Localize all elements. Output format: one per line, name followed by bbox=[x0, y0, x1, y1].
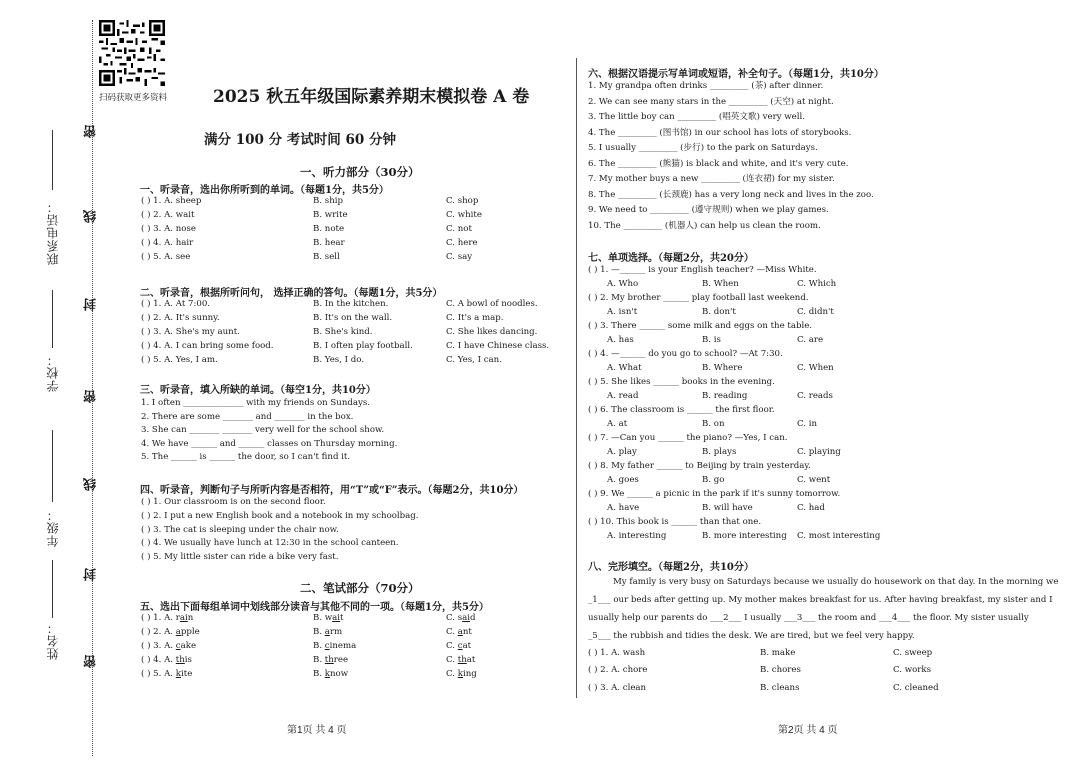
word-part: ( ) 5. A. bbox=[141, 669, 176, 679]
choice-option[interactable]: A. has bbox=[607, 335, 634, 345]
question-stem[interactable]: ( ) 4. —______ do you go to school? —At 7:30. bbox=[588, 349, 783, 359]
word-part: C. s bbox=[446, 613, 463, 623]
question-option-a[interactable] bbox=[141, 655, 192, 666]
word-part: n bbox=[187, 613, 194, 623]
word-part: t bbox=[340, 613, 344, 623]
question-option-a[interactable]: ( ) 2. A. wait bbox=[141, 210, 195, 220]
question-line[interactable]: ( ) 5. My little sister can ride a bike very fast. bbox=[141, 552, 339, 563]
seal-char: 密 bbox=[84, 390, 99, 403]
option-c[interactable] bbox=[446, 641, 471, 652]
page-subtitle: 满分 100 分 考试时间 60 分钟 bbox=[204, 132, 396, 148]
word-part: rm bbox=[329, 627, 343, 637]
option-c[interactable]: C. here bbox=[446, 238, 478, 248]
section-heading: 一、听录音，选出你所听到的单词。（每题1分，共5分） bbox=[140, 185, 389, 196]
question-line[interactable]: 4. The _________ (图书馆) in our school has lots of storybooks. bbox=[588, 127, 852, 138]
page-number-2: 第2页 共 4 页 bbox=[778, 725, 838, 736]
choice-option[interactable]: C. playing bbox=[797, 447, 841, 457]
option-c[interactable]: C. sweep bbox=[893, 648, 933, 658]
seal-char: 线 bbox=[84, 210, 99, 223]
option-b[interactable]: B. She's kind. bbox=[313, 327, 373, 337]
option-c[interactable]: C. works bbox=[893, 665, 931, 676]
question-option-a[interactable] bbox=[141, 613, 193, 624]
question-line[interactable]: 5. The ______ is ______ the door, so I can't find it. bbox=[141, 452, 351, 463]
option-b[interactable]: B. write bbox=[313, 210, 348, 220]
question-stem[interactable]: ( ) 7. —Can you ______ the piano? —Yes, I can. bbox=[588, 433, 788, 443]
margin-line-name bbox=[52, 560, 53, 618]
option-b[interactable]: B. chores bbox=[760, 665, 801, 676]
part-heading-listening: 一、听力部分（30分） bbox=[300, 165, 420, 179]
option-b[interactable]: B. Yes, I do. bbox=[313, 355, 365, 365]
page-title: 2025 秋五年级国际素养期末模拟卷 A 卷 bbox=[213, 87, 530, 107]
seal-char: 线 bbox=[84, 478, 99, 491]
question-option-a[interactable]: ( ) 3. A. clean bbox=[588, 682, 647, 693]
underlined-letters: c bbox=[175, 641, 181, 651]
word-part: ree bbox=[333, 655, 349, 665]
passage-line: _5___ the rubbish and tidies the desk. We are tired, but we feel very happy. bbox=[588, 631, 915, 641]
section-heading: 七、单项选择。（每题2分，共20分） bbox=[588, 253, 754, 264]
choice-option[interactable]: A. interesting bbox=[607, 531, 667, 541]
underlined-letters: k bbox=[175, 669, 181, 679]
choice-option[interactable]: C. are bbox=[797, 335, 824, 345]
word-part: pple bbox=[180, 627, 200, 637]
option-c[interactable] bbox=[446, 613, 476, 624]
choice-option[interactable]: A. Who bbox=[607, 279, 639, 289]
underlined-letters: c bbox=[324, 641, 330, 651]
option-b[interactable] bbox=[313, 669, 348, 680]
question-option-a[interactable] bbox=[141, 669, 192, 680]
underlined-letters: a bbox=[175, 627, 181, 637]
option-b[interactable]: B. It's on the wall. bbox=[313, 313, 393, 323]
word-part: inema bbox=[329, 641, 357, 651]
choice-option[interactable]: B. go bbox=[702, 475, 725, 485]
option-c[interactable]: C. A bowl of noodles. bbox=[446, 299, 538, 309]
word-part: nt bbox=[462, 627, 472, 637]
margin-label-school: 学校： bbox=[46, 353, 60, 392]
word-part: ing bbox=[462, 669, 477, 679]
question-option-a[interactable]: ( ) 3. A. She's my aunt. bbox=[141, 327, 240, 337]
word-part: d bbox=[470, 613, 476, 623]
column-divider bbox=[576, 58, 577, 698]
underlined-letters: ai bbox=[332, 613, 341, 623]
word-part: ( ) 4. A. bbox=[141, 655, 176, 665]
question-line[interactable]: 8. The _________ (长颈鹿) has a very long neck and lives in the zoo. bbox=[588, 189, 874, 200]
option-c[interactable]: C. It's a map. bbox=[446, 313, 504, 323]
question-option-a[interactable]: ( ) 4. A. I can bring some food. bbox=[141, 341, 274, 351]
choice-option[interactable]: C. When bbox=[797, 363, 834, 373]
seal-char: 密 bbox=[84, 125, 99, 138]
choice-option[interactable]: A. isn't bbox=[607, 307, 638, 317]
word-part: C. bbox=[446, 627, 458, 637]
section-heading: 四、听录音，判断句子与所听内容是否相符，用“T”或“F”表示。（每题2分，共10分） bbox=[140, 485, 524, 496]
margin-line-school bbox=[52, 290, 53, 348]
passage-line: _1___ our beds after getting up. My mother makes breakfast for us. After having breakfast, my sister and I bbox=[588, 595, 1053, 605]
choice-option[interactable]: B. reading bbox=[702, 391, 748, 401]
question-option-a[interactable]: ( ) 1. A. At 7:00. bbox=[141, 299, 211, 309]
word-part: ite bbox=[181, 669, 193, 679]
option-b[interactable]: B. ship bbox=[313, 196, 343, 206]
word-part: at bbox=[462, 641, 472, 651]
choice-option[interactable]: A. play bbox=[607, 447, 637, 457]
question-option-a[interactable]: ( ) 4. A. hair bbox=[141, 238, 194, 248]
choice-option[interactable]: A. read bbox=[607, 391, 639, 401]
underlined-letters: th bbox=[175, 655, 185, 665]
underlined-letters: a bbox=[324, 627, 330, 637]
word-part: ( ) 2. A. bbox=[141, 627, 176, 637]
part-heading-writing: 二、笔试部分（70分） bbox=[300, 581, 420, 595]
question-line[interactable]: ( ) 1. Our classroom is on the second floor. bbox=[141, 497, 326, 507]
question-line[interactable]: 6. The _________ (熊猫) is black and white, and it's very cute. bbox=[588, 158, 849, 169]
margin-label-phone: 联系电话： bbox=[46, 200, 60, 265]
question-option-a[interactable]: ( ) 1. A. sheep bbox=[141, 196, 202, 206]
underlined-letters: ai bbox=[462, 613, 471, 623]
option-b[interactable]: B. make bbox=[760, 648, 796, 658]
question-stem[interactable]: ( ) 10. This book is ______ than that one. bbox=[588, 517, 762, 527]
question-stem[interactable]: ( ) 1. —______ is your English teacher? —Miss White. bbox=[588, 265, 817, 275]
choice-option[interactable]: C. didn't bbox=[797, 307, 834, 317]
question-line[interactable]: 1. My grandpa often drinks _________ (茶) after dinner. bbox=[588, 81, 824, 91]
margin-label-grade: 年级： bbox=[46, 508, 60, 547]
choice-option[interactable]: B. on bbox=[702, 419, 725, 429]
option-c[interactable]: C. Yes, I can. bbox=[446, 355, 502, 365]
question-stem[interactable]: ( ) 8. My father ______ to Beijing by train yesterday. bbox=[588, 461, 811, 471]
question-option-a[interactable]: ( ) 2. A. chore bbox=[588, 665, 648, 676]
underlined-letters: c bbox=[457, 641, 463, 651]
word-part: now bbox=[330, 669, 349, 679]
choice-option[interactable]: C. had bbox=[797, 503, 825, 513]
option-c[interactable] bbox=[446, 655, 475, 666]
passage-line: My family is very busy on Saturdays because we usually do housework on that day. In the morning we bbox=[613, 577, 1059, 587]
underlined-letters: th bbox=[457, 655, 467, 665]
passage-line: usually help our parents do ___2___ I usually ___3___ the room and ___4___ the floor. My sister usually bbox=[588, 613, 1029, 623]
choice-option[interactable]: A. What bbox=[607, 363, 642, 373]
option-c[interactable] bbox=[446, 627, 472, 638]
word-part: B. w bbox=[313, 613, 333, 623]
question-line[interactable]: 7. My mother buys a new _________ (连衣裙) for my sister. bbox=[588, 174, 835, 184]
choice-option[interactable]: C. in bbox=[797, 419, 818, 429]
word-part: is bbox=[184, 655, 192, 665]
option-c[interactable]: C. not bbox=[446, 224, 472, 234]
word-part: B. bbox=[313, 641, 325, 651]
choice-option[interactable]: B. plays bbox=[702, 447, 737, 457]
word-part: B. bbox=[313, 669, 325, 679]
option-c[interactable] bbox=[446, 669, 477, 680]
question-line[interactable]: 2. There are some _______ and _______ in the box. bbox=[141, 411, 354, 422]
underlined-letters: ai bbox=[179, 613, 188, 623]
option-b[interactable] bbox=[313, 655, 348, 666]
word-part: at bbox=[466, 655, 476, 665]
choice-option[interactable]: A. at bbox=[607, 419, 628, 429]
word-part: B. bbox=[313, 655, 325, 665]
word-part: ake bbox=[180, 641, 197, 651]
page-number-1: 第1页 共 4 页 bbox=[287, 725, 347, 736]
word-part: C. bbox=[446, 655, 458, 665]
question-stem[interactable]: ( ) 9. We ______ a picnic in the park if it's sunny tomorrow. bbox=[588, 489, 841, 499]
option-b[interactable]: B. I often play football. bbox=[313, 341, 413, 351]
word-part: C. bbox=[446, 641, 458, 651]
section-heading: 八、完形填空。（每题2分，共10分） bbox=[588, 562, 754, 573]
option-b[interactable]: B. note bbox=[313, 224, 345, 234]
option-b[interactable]: B. hear bbox=[313, 238, 345, 248]
choice-option[interactable]: A. goes bbox=[607, 475, 639, 485]
seal-char: 封 bbox=[84, 298, 99, 311]
underlined-letters: k bbox=[457, 669, 463, 679]
section-heading: 三、听录音，填入所缺的单词。（每空1分，共10分） bbox=[140, 385, 376, 396]
question-option-a[interactable]: ( ) 5. A. Yes, I am. bbox=[141, 355, 218, 365]
choice-option[interactable]: B. will have bbox=[702, 503, 753, 513]
question-option-a[interactable]: ( ) 3. A. nose bbox=[141, 224, 196, 234]
question-stem[interactable]: ( ) 2. My brother ______ play football last weekend. bbox=[588, 293, 809, 303]
question-stem[interactable]: ( ) 6. The classroom is ______ the first floor. bbox=[588, 405, 775, 415]
section-heading: 五、选出下面每组单词中划线部分读音与其他不同的一项。（每题1分，共5分） bbox=[140, 602, 489, 613]
choice-option[interactable]: C. reads bbox=[797, 391, 833, 401]
question-option-a[interactable]: ( ) 1. A. wash bbox=[588, 648, 646, 658]
option-c[interactable]: C. white bbox=[446, 210, 482, 220]
seal-char: 封 bbox=[84, 568, 99, 581]
section-heading: 二、听录音，根据所听问句， 选择正确的答句。（每题1分，共5分） bbox=[140, 288, 443, 299]
choice-option[interactable]: B. Where bbox=[702, 363, 743, 373]
margin-line-grade bbox=[52, 430, 53, 502]
option-b[interactable] bbox=[313, 641, 356, 652]
question-line[interactable]: 1. I often ______________ with my friends on Sundays. bbox=[141, 398, 370, 408]
choice-option[interactable]: B. more interesting bbox=[702, 531, 787, 541]
qr-caption: 扫码获取更多资料 bbox=[99, 93, 168, 103]
question-option-a[interactable] bbox=[141, 627, 200, 638]
option-c[interactable]: C. say bbox=[446, 252, 473, 262]
question-line[interactable]: ( ) 3. The cat is sleeping under the chair now. bbox=[141, 524, 339, 535]
choice-option[interactable]: B. is bbox=[702, 335, 721, 345]
question-stem[interactable]: ( ) 3. There ______ some milk and eggs on the table. bbox=[588, 321, 813, 331]
question-line[interactable]: 2. We can see many stars in the _________ (天空) at night. bbox=[588, 96, 834, 107]
option-b[interactable] bbox=[313, 613, 343, 624]
question-stem[interactable]: ( ) 5. She likes ______ books in the evening. bbox=[588, 377, 775, 387]
choice-option[interactable]: C. Which bbox=[797, 279, 837, 289]
qr-code-icon[interactable] bbox=[99, 20, 165, 86]
seal-char: 密 bbox=[84, 655, 99, 668]
question-line[interactable]: 4. We have ______ and ______ classes on Thursday morning. bbox=[141, 438, 398, 449]
choice-option[interactable]: B. When bbox=[702, 279, 739, 289]
choice-option[interactable]: B. don't bbox=[702, 307, 736, 317]
question-line[interactable]: 3. She can _______ _______ very well for the school show. bbox=[141, 425, 385, 436]
question-line[interactable]: 10. The _________ (机器人) can help us clean the room. bbox=[588, 220, 821, 231]
underlined-letters: k bbox=[324, 669, 330, 679]
question-option-a[interactable] bbox=[141, 641, 196, 652]
option-b[interactable]: B. In the kitchen. bbox=[313, 299, 389, 309]
question-option-a[interactable]: ( ) 5. A. see bbox=[141, 252, 191, 262]
option-b[interactable]: B. cleans bbox=[760, 682, 800, 693]
word-part: B. bbox=[313, 627, 325, 637]
choice-option[interactable]: A. have bbox=[607, 503, 640, 513]
choice-option[interactable]: C. most interesting bbox=[797, 531, 881, 541]
section-heading: 六、根据汉语提示写单词或短语，补全句子。（每题1分，共10分） bbox=[588, 69, 884, 80]
question-option-a[interactable]: ( ) 2. A. It's sunny. bbox=[141, 313, 220, 323]
word-part: ( ) 3. A. bbox=[141, 641, 176, 651]
option-c[interactable]: C. shop bbox=[446, 196, 479, 206]
word-part: C. bbox=[446, 669, 458, 679]
question-line[interactable]: ( ) 4. We usually have lunch at 12:30 in the school canteen. bbox=[141, 538, 399, 549]
question-line[interactable]: ( ) 2. I put a new English book and a notebook in my schoolbag. bbox=[141, 510, 419, 521]
word-part: ( ) 1. A. r bbox=[141, 613, 180, 623]
question-line[interactable]: 5. I usually _________ (步行) to the park on Saturdays. bbox=[588, 143, 818, 153]
option-c[interactable]: C. She likes dancing. bbox=[446, 327, 538, 337]
choice-option[interactable]: C. went bbox=[797, 475, 831, 485]
option-c[interactable]: C. I have Chinese class. bbox=[446, 341, 550, 351]
question-line[interactable]: 9. We need to _________ (遵守规则) when we play games. bbox=[588, 205, 829, 215]
option-b[interactable] bbox=[313, 627, 342, 638]
underlined-letters: a bbox=[457, 627, 463, 637]
margin-label-name: 姓名： bbox=[46, 621, 60, 660]
option-b[interactable]: B. sell bbox=[313, 252, 340, 262]
underlined-letters: th bbox=[324, 655, 334, 665]
option-c[interactable]: C. cleaned bbox=[893, 682, 939, 693]
question-line[interactable]: 3. The little boy can _________ (唱英文歌) very well. bbox=[588, 112, 805, 122]
